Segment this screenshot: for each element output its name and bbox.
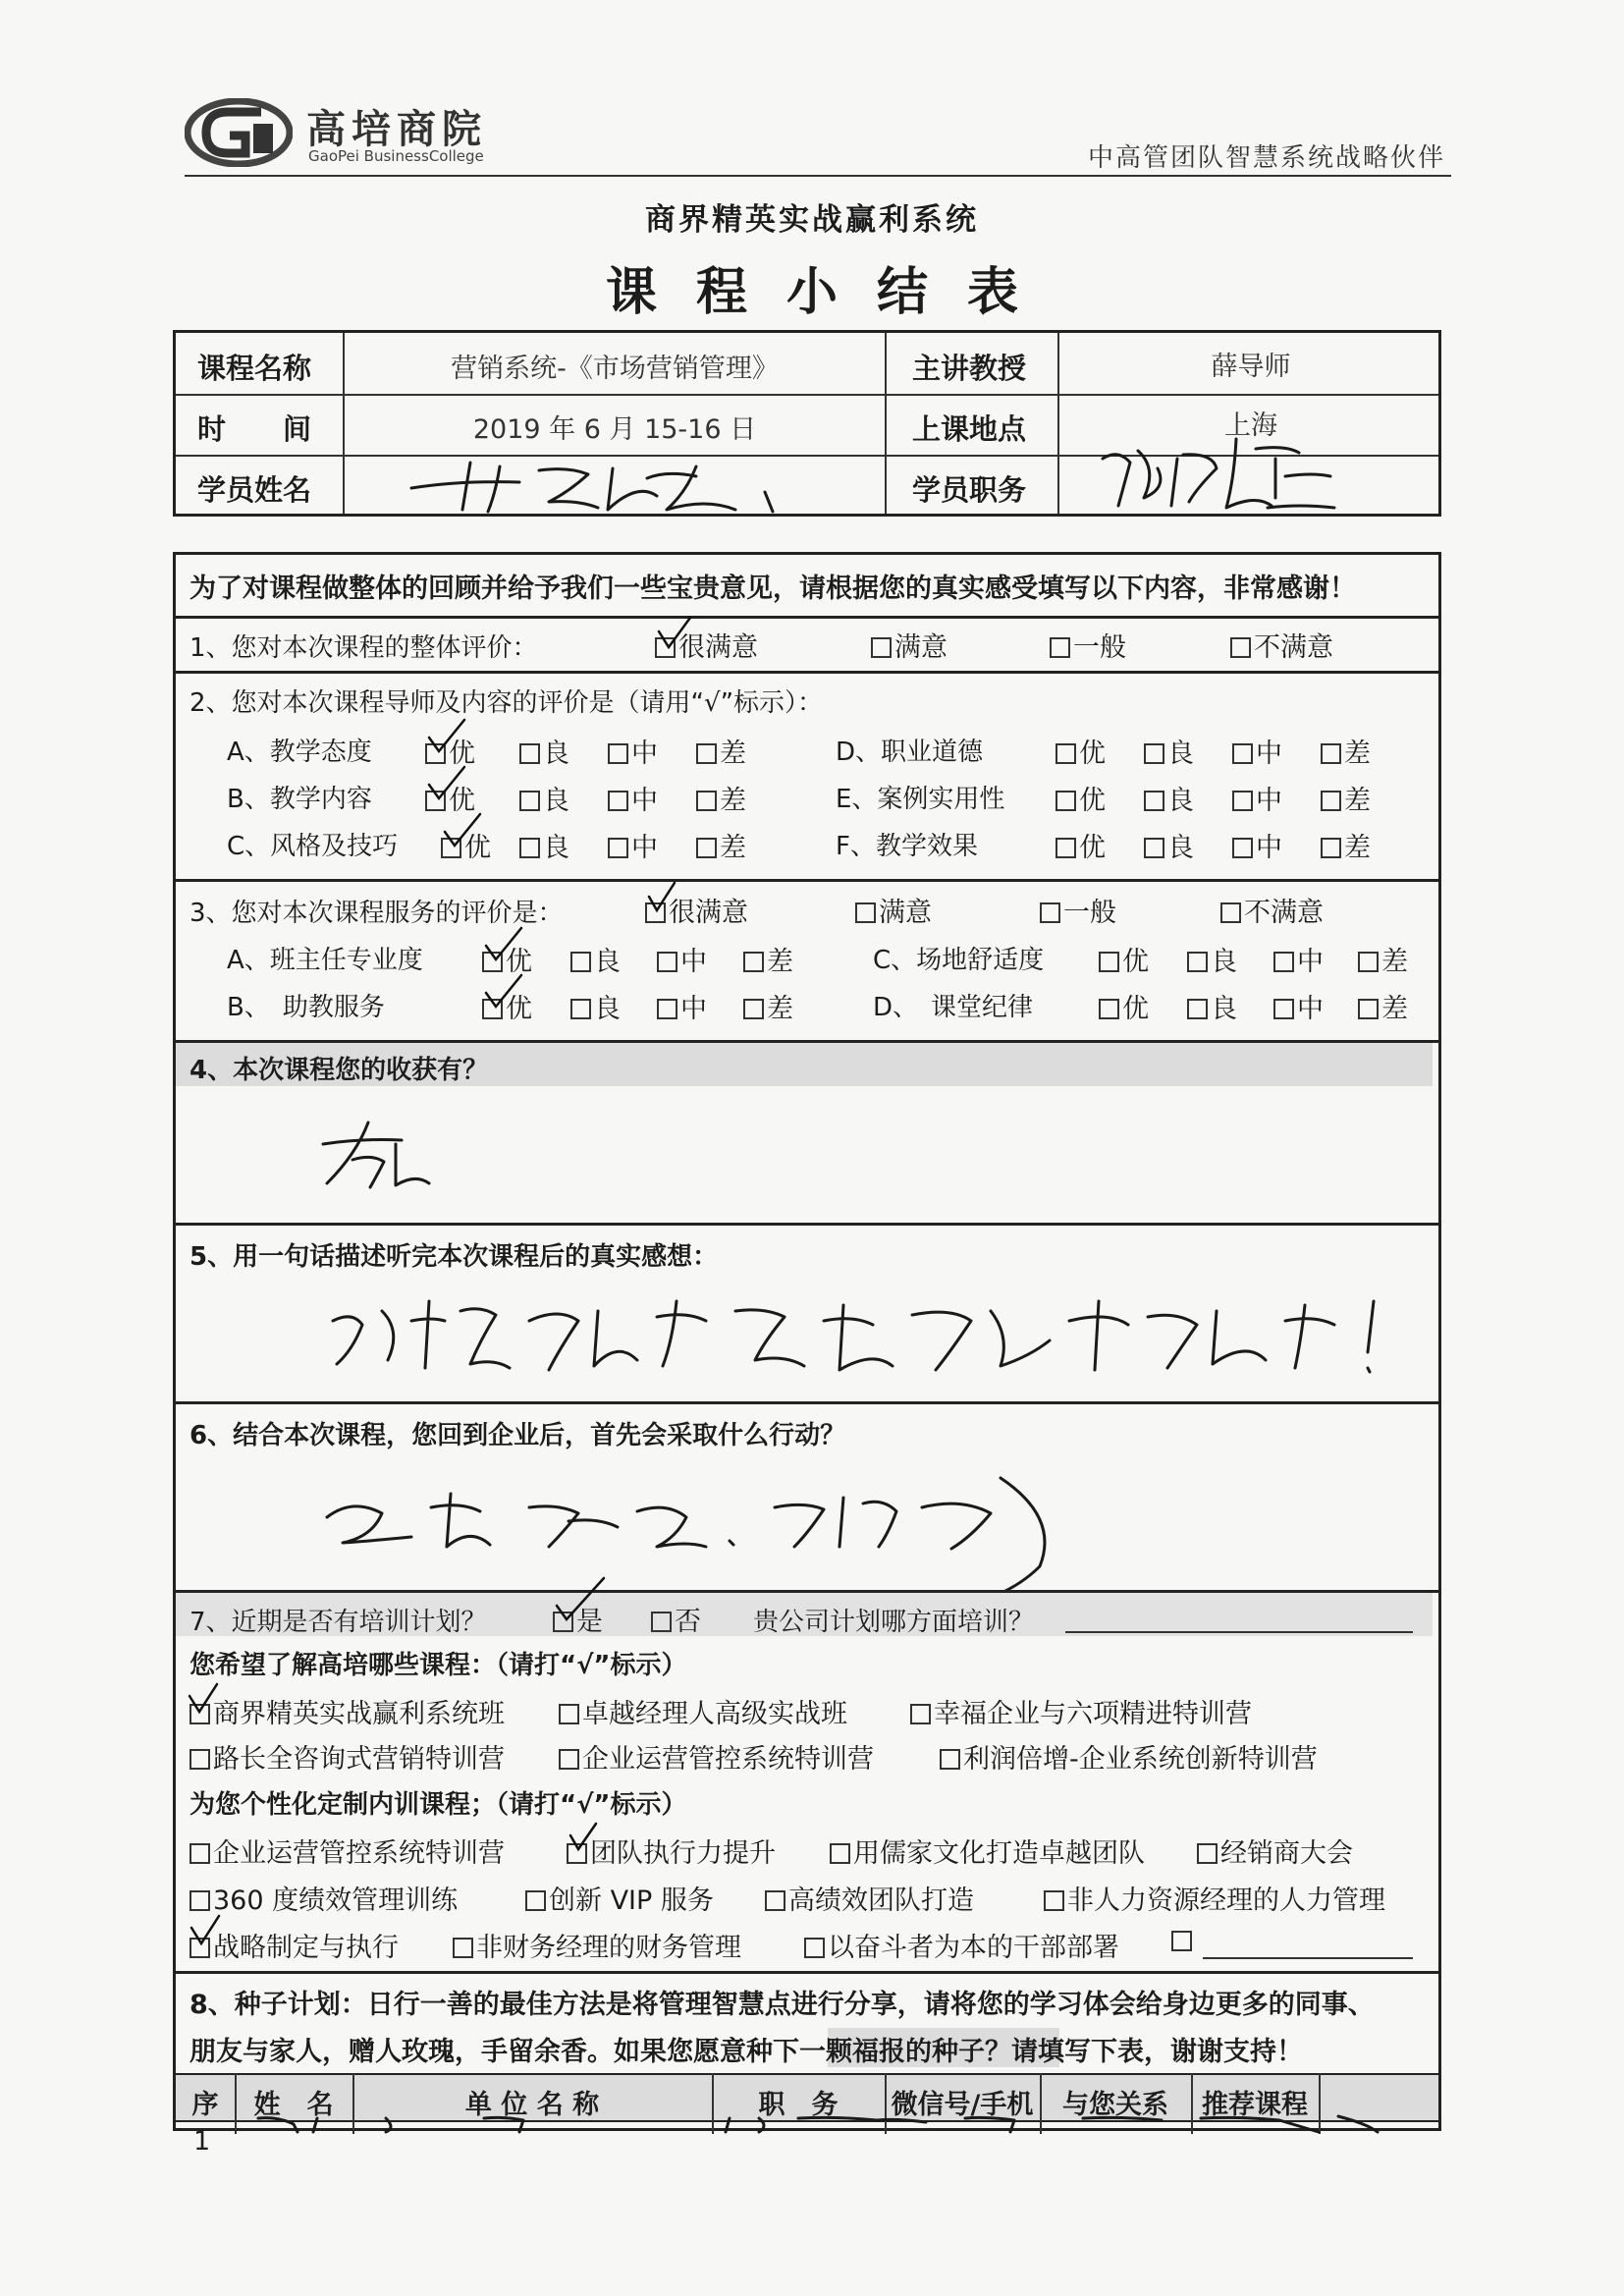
q2-item-b: B、教学内容	[227, 785, 372, 814]
college-logo	[185, 98, 293, 167]
seed-row-1-no: 1	[193, 2126, 211, 2157]
q3-d-grade-excellent[interactable]: 优	[1099, 987, 1149, 1025]
q2-a-grade-excellent[interactable]: 优	[425, 732, 475, 770]
q3-c-grade-good[interactable]: 良	[1187, 940, 1237, 978]
q2-a-check-mark	[425, 718, 468, 757]
q3-c-grade-poor[interactable]: 差	[1358, 940, 1408, 978]
q3-option-satisfied[interactable]: 满意	[855, 891, 932, 929]
q1-option-satisfied[interactable]: 满意	[871, 626, 947, 664]
q1-option-average[interactable]: 一般	[1050, 626, 1126, 664]
course-option-1-check-mark	[186, 1680, 225, 1720]
custom-option-8[interactable]: 非人力资源经理的人力管理	[1044, 1879, 1385, 1917]
q2-d-grade-excellent[interactable]: 优	[1056, 732, 1106, 770]
q2-c-grade-excellent[interactable]: 优	[441, 826, 491, 864]
q3-a-check-mark	[482, 926, 525, 965]
course-option-3[interactable]: 幸福企业与六项精进特训营	[910, 1692, 1252, 1730]
time-label: 时 间	[197, 412, 312, 446]
q2-e-grade-fair[interactable]: 中	[1232, 779, 1282, 817]
q3-b-check-mark	[482, 973, 525, 1012]
custom-option-12[interactable]	[1171, 1926, 1195, 1956]
q2-b-grade-poor[interactable]: 差	[696, 779, 746, 817]
q2-d-grade-fair[interactable]: 中	[1232, 732, 1282, 770]
q2-b-check-mark	[425, 765, 468, 804]
q2-f-grade-fair[interactable]: 中	[1232, 826, 1282, 864]
student-position-handwriting	[1089, 429, 1344, 516]
custom-option-9[interactable]: 战略制定与执行	[189, 1926, 399, 1964]
q6-label: 6、结合本次课程，您回到企业后，首先会采取什么行动？	[189, 1421, 846, 1450]
q1-option-unsatisfied[interactable]: 不满意	[1230, 626, 1333, 664]
q3-c-grade-fair[interactable]: 中	[1273, 940, 1324, 978]
q1-option-very-satisfied[interactable]: 很满意	[655, 626, 758, 664]
q3-option-average[interactable]: 一般	[1040, 891, 1116, 929]
instructor-label: 主讲教授	[912, 352, 1027, 385]
q4-label: 4、本次课程您的收获有？	[189, 1056, 489, 1085]
course-option-2[interactable]: 卓越经理人高级实战班	[559, 1692, 847, 1730]
q5-answer-handwriting	[323, 1282, 1423, 1380]
custom-option-4[interactable]: 经销商大会	[1197, 1831, 1353, 1870]
q5-label: 5、用一句话描述听完本次课程后的真实感想：	[189, 1242, 719, 1272]
q8-line-1: 8、种子计划：日行一善的最佳方法是将管理智慧点进行分享，请将您的学习体会给身边更多的同事、	[189, 1990, 1375, 2020]
course-name-value: 营销系统-《市场营销管理》	[451, 354, 779, 384]
q2-c-grade-poor[interactable]: 差	[696, 826, 746, 864]
q2-a-grade-poor[interactable]: 差	[696, 732, 746, 770]
custom-option-2-check-mark	[567, 1818, 606, 1857]
q4-answer-handwriting	[313, 1115, 451, 1193]
q8-line-2: 朋友与家人，赠人玫瑰，手留余香。如果您愿意种下一颗福报的种子？请填写下表，谢谢支持！	[189, 2037, 1303, 2067]
q3-a-grade-good[interactable]: 良	[570, 940, 621, 978]
student-position-label: 学员职务	[912, 473, 1027, 507]
q1-label: 1、您对本次课程的整体评价：	[189, 633, 538, 663]
course-option-4[interactable]: 路长全咨询式营销特训营	[189, 1737, 505, 1776]
q2-c-grade-fair[interactable]: 中	[608, 826, 658, 864]
custom-option-3[interactable]: 用儒家文化打造卓越团队	[830, 1831, 1145, 1870]
seed-header-position: 职 务	[758, 2090, 839, 2120]
course-option-6[interactable]: 利润倍增-企业系统创新特训营	[940, 1737, 1318, 1776]
q3-a-grade-poor[interactable]: 差	[743, 940, 793, 978]
student-name-label: 学员姓名	[197, 473, 312, 507]
q2-e-grade-good[interactable]: 良	[1144, 779, 1194, 817]
q3-item-b: B、 助教服务	[227, 993, 385, 1022]
q3-b-grade-excellent[interactable]: 优	[482, 987, 532, 1025]
q2-e-grade-poor[interactable]: 差	[1321, 779, 1371, 817]
q7-which-label: 贵公司计划哪方面培训？	[753, 1608, 1035, 1637]
q3-d-grade-good[interactable]: 良	[1187, 987, 1237, 1025]
evaluation-form	[173, 552, 1441, 2157]
q2-a-grade-fair[interactable]: 中	[608, 732, 658, 770]
q7-custom-label: 为您个性化定制内训课程；（请打“√”标示）	[189, 1790, 687, 1820]
course-info-table	[173, 330, 1441, 517]
q2-b-grade-good[interactable]: 良	[519, 779, 569, 817]
custom-option-7[interactable]: 高绩效团队打造	[765, 1879, 974, 1917]
custom-option-12-line[interactable]	[1203, 1957, 1413, 1959]
q2-c-grade-good[interactable]: 良	[519, 826, 569, 864]
form-intro: 为了对课程做整体的回顾并给予我们一些宝贵意见，请根据您的真实感受填写以下内容，非常感谢！	[189, 574, 1356, 604]
seed-header-name: 姓 名	[253, 2090, 334, 2120]
course-option-5[interactable]: 企业运营管控系统特训营	[559, 1737, 874, 1776]
instructor-value: 薛导师	[1211, 352, 1291, 382]
q1-check-mark	[655, 614, 694, 653]
seed-header-course: 推荐课程	[1202, 2090, 1308, 2120]
location-label: 上课地点	[912, 412, 1027, 446]
q3-a-grade-fair[interactable]: 中	[657, 940, 707, 978]
q2-f-grade-good[interactable]: 良	[1144, 826, 1194, 864]
custom-option-1[interactable]: 企业运营管控系统特训营	[189, 1831, 505, 1870]
q7-which-answer-line[interactable]	[1065, 1631, 1413, 1633]
document-title: 课程小结表	[605, 263, 1057, 322]
custom-option-10[interactable]: 非财务经理的财务管理	[453, 1926, 741, 1964]
q3-c-grade-excellent[interactable]: 优	[1099, 940, 1149, 978]
course-option-1[interactable]: 商界精英实战赢利系统班	[189, 1692, 505, 1730]
q3-item-d: D、 课堂纪律	[873, 993, 1034, 1022]
q3-option-unsatisfied[interactable]: 不满意	[1220, 891, 1324, 929]
custom-option-9-check-mark	[188, 1912, 227, 1951]
time-value: 2019 年 6 月 15-16 日	[472, 414, 757, 445]
q3-label: 3、您对本次课程服务的评价是：	[189, 899, 564, 928]
seed-row-1-handwriting	[239, 2114, 1436, 2134]
seed-header-no: 序	[191, 2090, 219, 2120]
q3-b-grade-good[interactable]: 良	[570, 987, 621, 1025]
q3-option-very-satisfied[interactable]: 很满意	[645, 891, 748, 929]
q3-item-a: A、班主任专业度	[227, 946, 423, 975]
custom-option-2[interactable]: 团队执行力提升	[567, 1831, 776, 1870]
q2-item-c: C、风格及技巧	[227, 832, 399, 861]
header-divider	[185, 175, 1451, 177]
q2-item-d: D、职业道德	[836, 738, 984, 767]
q3-b-grade-fair[interactable]: 中	[657, 987, 707, 1025]
q2-d-grade-good[interactable]: 良	[1144, 732, 1194, 770]
location-value: 上海	[1224, 410, 1277, 441]
seed-header-company: 单 位 名 称	[464, 2090, 600, 2120]
logo-chinese-name: 高培商院	[306, 107, 487, 152]
q3-item-c: C、场地舒适度	[873, 946, 1045, 975]
q2-c-check-mark	[441, 812, 484, 851]
q7-option-no[interactable]: 否	[651, 1600, 701, 1638]
q3-check-mark	[645, 879, 684, 918]
q2-f-grade-poor[interactable]: 差	[1321, 826, 1371, 864]
q2-item-f: F、教学效果	[836, 832, 978, 861]
course-name-label: 课程名称	[197, 352, 312, 385]
seed-header-wechat: 微信号/手机	[891, 2090, 1034, 2120]
logo-english-name: GaoPei BusinessCollege	[308, 147, 484, 165]
q7-label: 7、近期是否有培训计划？	[189, 1608, 487, 1637]
custom-option-6[interactable]: 创新 VIP 服务	[525, 1879, 714, 1917]
q2-b-grade-fair[interactable]: 中	[608, 779, 658, 817]
q2-a-grade-good[interactable]: 良	[519, 732, 569, 770]
q3-a-grade-excellent[interactable]: 优	[482, 940, 532, 978]
q3-d-grade-fair[interactable]: 中	[1273, 987, 1324, 1025]
q7-courses-label: 您希望了解高培哪些课程：（请打“√”标示）	[189, 1651, 687, 1680]
q2-e-grade-excellent[interactable]: 优	[1056, 779, 1106, 817]
custom-option-5[interactable]: 360 度绩效管理训练	[189, 1879, 458, 1917]
q3-d-grade-poor[interactable]: 差	[1358, 987, 1408, 1025]
q2-item-a: A、教学态度	[227, 738, 372, 767]
custom-option-11[interactable]: 以奋斗者为本的干部部署	[804, 1926, 1119, 1964]
header-tagline: 中高管团队智慧系统战略伙伴	[1087, 143, 1445, 173]
q2-f-grade-excellent[interactable]: 优	[1056, 826, 1106, 864]
seed-header-relation: 与您关系	[1062, 2090, 1168, 2120]
q7-option-yes[interactable]: 是	[553, 1600, 603, 1638]
q3-b-grade-poor[interactable]: 差	[743, 987, 793, 1025]
q2-label: 2、您对本次课程导师及内容的评价是（请用“√”标示）：	[189, 688, 824, 718]
q2-d-grade-poor[interactable]: 差	[1321, 732, 1371, 770]
q2-b-grade-excellent[interactable]: 优	[425, 779, 475, 817]
q2-item-e: E、案例实用性	[836, 785, 1005, 814]
q6-answer-handwriting	[313, 1458, 1099, 1606]
q7-check-mark	[553, 1576, 612, 1623]
student-name-handwriting	[402, 453, 814, 518]
document-subtitle: 商界精英实战赢利系统	[645, 202, 979, 238]
